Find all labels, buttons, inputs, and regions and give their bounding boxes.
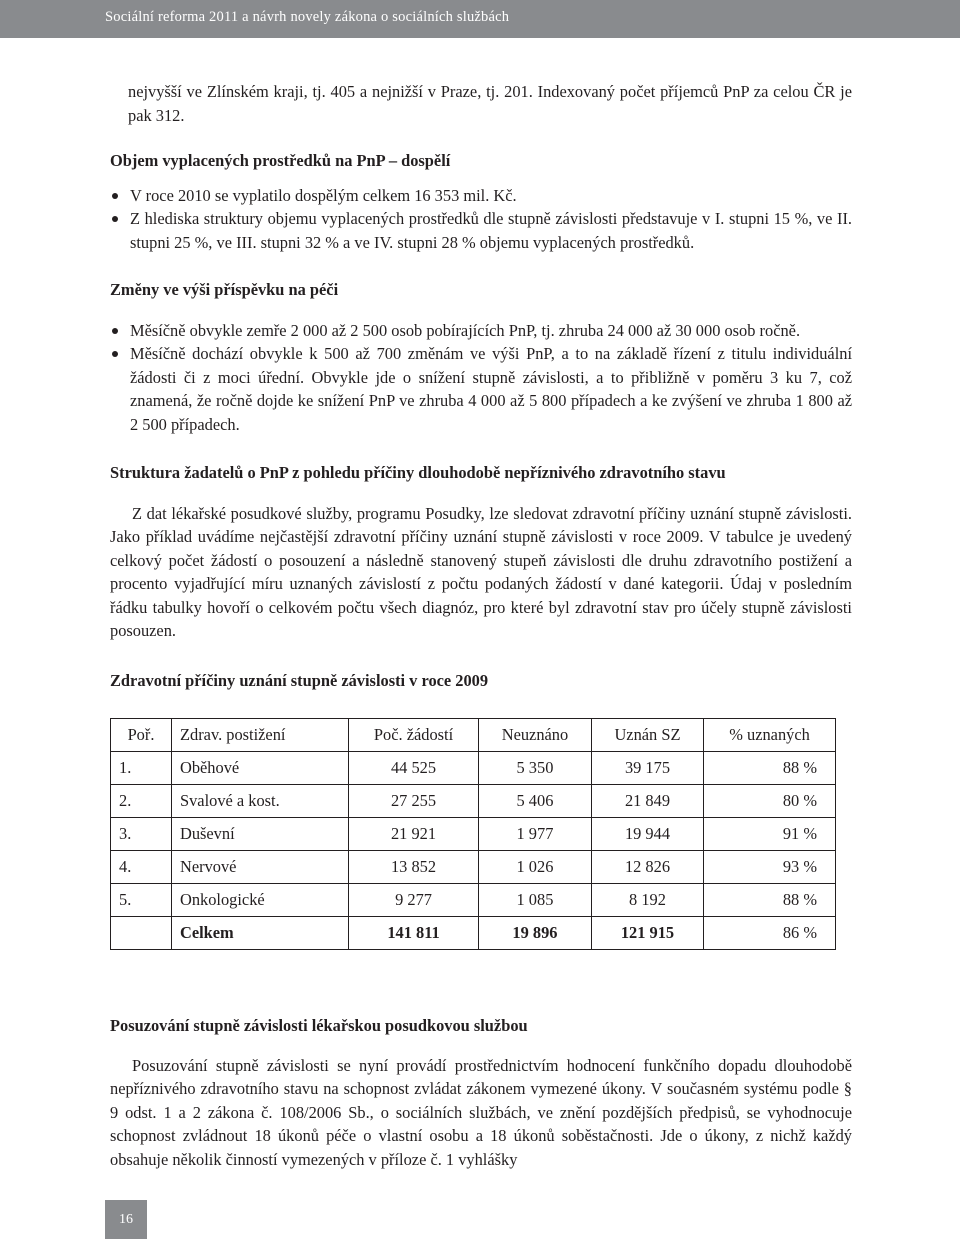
table-cell: Nervové [172,851,349,884]
posuzovani-paragraph: Posuzování stupně závislosti se nyní provádí prostřednictvím hodnocení funkčního dopadu dlouhodobě nepříznivého zdravotního stavu na schopnost zvládat zákonem vymezené úkony. V současném systému podle § 9 odst. 1 a 2 zákona č. 108/2006 Sb., o sociálních službách, ve znění pozdějších předpisů, se vyhodnocuje schopnost zvládnout 18 úkonů péče o vlastní osobu a 18 úkonů soběstačnosti. Jde o úkony, z nichž každý obsahuje několik činností vymezených v příloze č. 1 vyhlášky [110,1055,852,1169]
table-cell: 5 406 [479,785,592,818]
table-cell: 91 % [704,818,836,851]
table-cell: 86 % [704,917,836,950]
page-content [110,80,852,1171]
table-cell: 9 277 [349,884,479,917]
table-cell: Onkologické [172,884,349,917]
table-cell: 2. [111,785,172,818]
table-title: Zdravotní příčiny uznání stupně závislosti v roce 2009 [110,670,489,690]
table-cell: 5 350 [479,752,592,785]
table-cell: 21 921 [349,818,479,851]
table-row [111,752,836,785]
table-cell: 19 944 [591,818,703,851]
bullet-item: Z hlediska struktury objemu vyplacených prostředků dle stupně závislosti představuje v I. stupni 15 %, ve II. stupni 25 %, ve III. stupni 32 % a ve IV. stupni 28 % objemu vyplacených prostředků. [110,207,852,254]
bullet-list-zmeny [110,319,852,437]
bullet-item: V roce 2010 se vyplatilo dospělým celkem 16 353 mil. Kč. [110,184,852,208]
column-header: Poř. [111,719,172,752]
table-cell: Duševní [172,818,349,851]
table-cell: Svalové a kost. [172,785,349,818]
heading-posuzovani: Posuzování stupně závislosti lékařskou posudkovou službou [110,1016,528,1035]
table-cell: 12 826 [591,851,703,884]
table-cell: 80 % [704,785,836,818]
bullet-item: Měsíčně dochází obvykle k 500 až 700 změnám ve výši PnP, a to na základě řízení z titulu individuální žádosti či z moci úřední. Obvykle jde o snížení stupně závislosti, a to přibližně v poměru 3 ku 7, což znamená, že ročně dojde ke snížení PnP ve zhruba 4 000 až 5 800 případech a ke zvýšení ve zhruba 1 800 až 2 500 případech. [110,342,852,436]
table-cell: 13 852 [349,851,479,884]
table-row [111,818,836,851]
table-cell: 88 % [704,884,836,917]
table-cell: 88 % [704,752,836,785]
heading-struktura: Struktura žadatelů o PnP z pohledu příčiny dlouhodobě nepříznivého zdravotního stavu [110,463,726,482]
struktura-paragraph: Z dat lékařské posudkové služby, programu Posudky, lze sledovat zdravotní příčiny uznání stupně závislosti. Jako příklad uvádíme nejčastější zdravotní příčiny uznání stupně závislosti v roce 2009. V tabulce je uvedený celkový počet žádostí o posouzení a následně stanovený stupeň závislosti dle druhu zdravotního postižení a procento vyjadřující míru uznaných závislostí z počtu podaných žádostí v dané kategorii. Údaj v posledním řádku tabulky hovoří o celkovém počtu všech diagnóz, pro které byl zdravotní stav pro účely stupně závislosti posouzen. [110,503,852,640]
table-cell: 19 896 [479,917,592,950]
table-cell: 21 849 [591,785,703,818]
table-cell: 1 026 [479,851,592,884]
table-row [111,884,836,917]
column-header: Uznán SZ [591,719,703,752]
table-cell [111,917,172,950]
table-row [111,851,836,884]
column-header: Zdrav. postižení [172,719,349,752]
table-cell: 27 255 [349,785,479,818]
column-header: Neuznáno [479,719,592,752]
table-cell: 1 085 [479,884,592,917]
table-cell: 4. [111,851,172,884]
table-cell: 3. [111,818,172,851]
table-cell: 5. [111,884,172,917]
table-cell: 8 192 [591,884,703,917]
table-cell: 121 915 [591,917,703,950]
column-header: Poč. žádostí [349,719,479,752]
heading-zmeny: Změny ve výši příspěvku na péči [110,280,339,299]
table-row [111,785,836,818]
running-header-title: Sociální reforma 2011 a návrh novely zákona o sociálních službách [105,9,510,25]
table-cell: Oběhové [172,752,349,785]
heading-objem: Objem vyplacených prostředků na PnP – dospělí [110,151,451,170]
bullet-item: Měsíčně obvykle zemře 2 000 až 2 500 osob pobírajících PnP, tj. zhruba 24 000 až 30 000 osob ročně. [110,319,852,343]
table-cell: 1. [111,752,172,785]
column-header: % uznaných [704,719,836,752]
table-total-row [111,917,836,950]
table-cell: 141 811 [349,917,479,950]
table-header-row [111,719,836,752]
table-cell: Celkem [172,917,349,950]
page-number: 16 [105,1200,147,1239]
bullet-list-objem [110,184,852,255]
table-cell: 1 977 [479,818,592,851]
table-cell: 93 % [704,851,836,884]
table-cell: 44 525 [349,752,479,785]
statistics-table [110,718,836,950]
table-cell: 39 175 [591,752,703,785]
intro-paragraph: nejvyšší ve Zlínském kraji, tj. 405 a nejnižší v Praze, tj. 201. Indexovaný počet příjemců PnP za celou ČR je pak 312. [128,82,852,125]
header-bar [0,0,960,38]
